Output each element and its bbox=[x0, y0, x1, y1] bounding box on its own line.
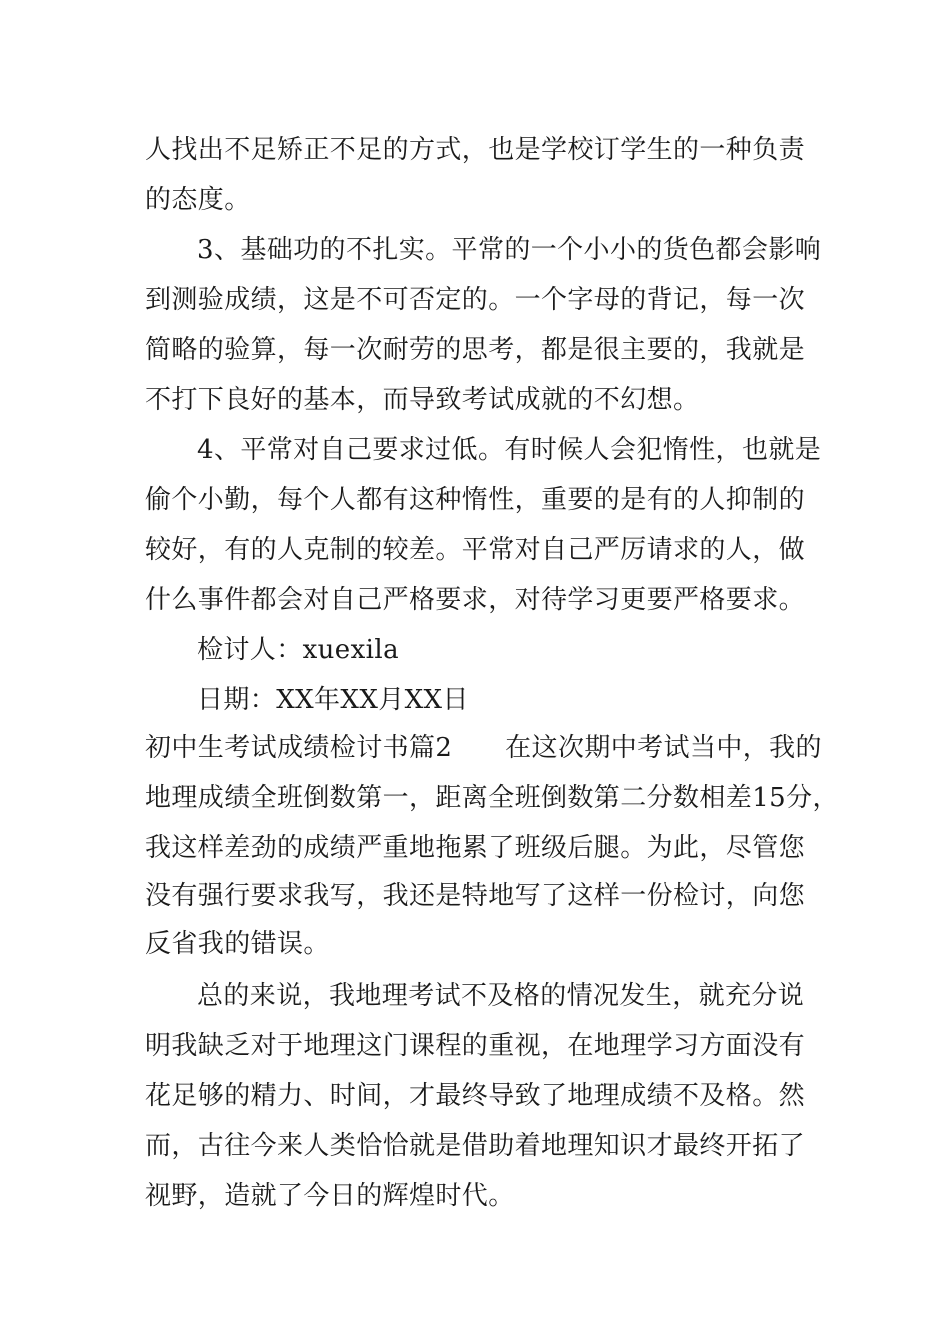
text-line: 不打下良好的基本，而导致考试成就的不幻想。 bbox=[145, 385, 700, 415]
text-line: 什么事件都会对自己严格要求，对待学习更要严格要求。 bbox=[145, 585, 806, 615]
paragraph-first-line: 总的来说，我地理考试不及格的情况发生，就充分说 bbox=[197, 981, 805, 1011]
reviewer-signature-line: 检讨人：xuexila bbox=[197, 635, 399, 665]
date-line: 日期：XX年XX月XX日 bbox=[197, 685, 469, 715]
text-line: 没有强行要求我写，我还是特地写了这样一份检讨，向您 bbox=[145, 881, 806, 911]
text-line: 而，古往今来人类恰恰就是借助着地理知识才最终开拓了 bbox=[145, 1131, 806, 1161]
section-title-line: 初中生考试成绩检讨书篇2 在这次期中考试当中，我的 bbox=[145, 733, 822, 763]
text-line: 简略的验算，每一次耐劳的思考，都是很主要的，我就是 bbox=[145, 335, 806, 365]
text-line: 我这样差劲的成绩严重地拖累了班级后腿。为此，尽管您 bbox=[145, 833, 806, 863]
text-line: 的态度。 bbox=[145, 185, 251, 215]
text-line: 人找出不足矫正不足的方式，也是学校订学生的一种负责 bbox=[145, 135, 806, 165]
text-line: 视野，造就了今日的辉煌时代。 bbox=[145, 1181, 515, 1211]
text-line: 明我缺乏对于地理这门课程的重视，在地理学习方面没有 bbox=[145, 1031, 806, 1061]
text-line: 反省我的错误。 bbox=[145, 929, 330, 959]
paragraph-first-line: 4、平常对自己要求过低。有时候人会犯惰性，也就是 bbox=[197, 435, 822, 465]
text-line: 地理成绩全班倒数第一，距离全班倒数第二分数相差15分， bbox=[145, 783, 839, 813]
text-line: 到测验成绩，这是不可否定的。一个字母的背记，每一次 bbox=[145, 285, 806, 315]
text-line: 花足够的精力、时间，才最终导致了地理成绩不及格。然 bbox=[145, 1081, 806, 1111]
text-line: 偷个小勤，每个人都有这种惰性，重要的是有的人抑制的 bbox=[145, 485, 806, 515]
text-line: 较好，有的人克制的较差。平常对自己严厉请求的人，做 bbox=[145, 535, 806, 565]
paragraph-first-line: 3、基础功的不扎实。平常的一个小小的货色都会影响 bbox=[197, 235, 822, 265]
